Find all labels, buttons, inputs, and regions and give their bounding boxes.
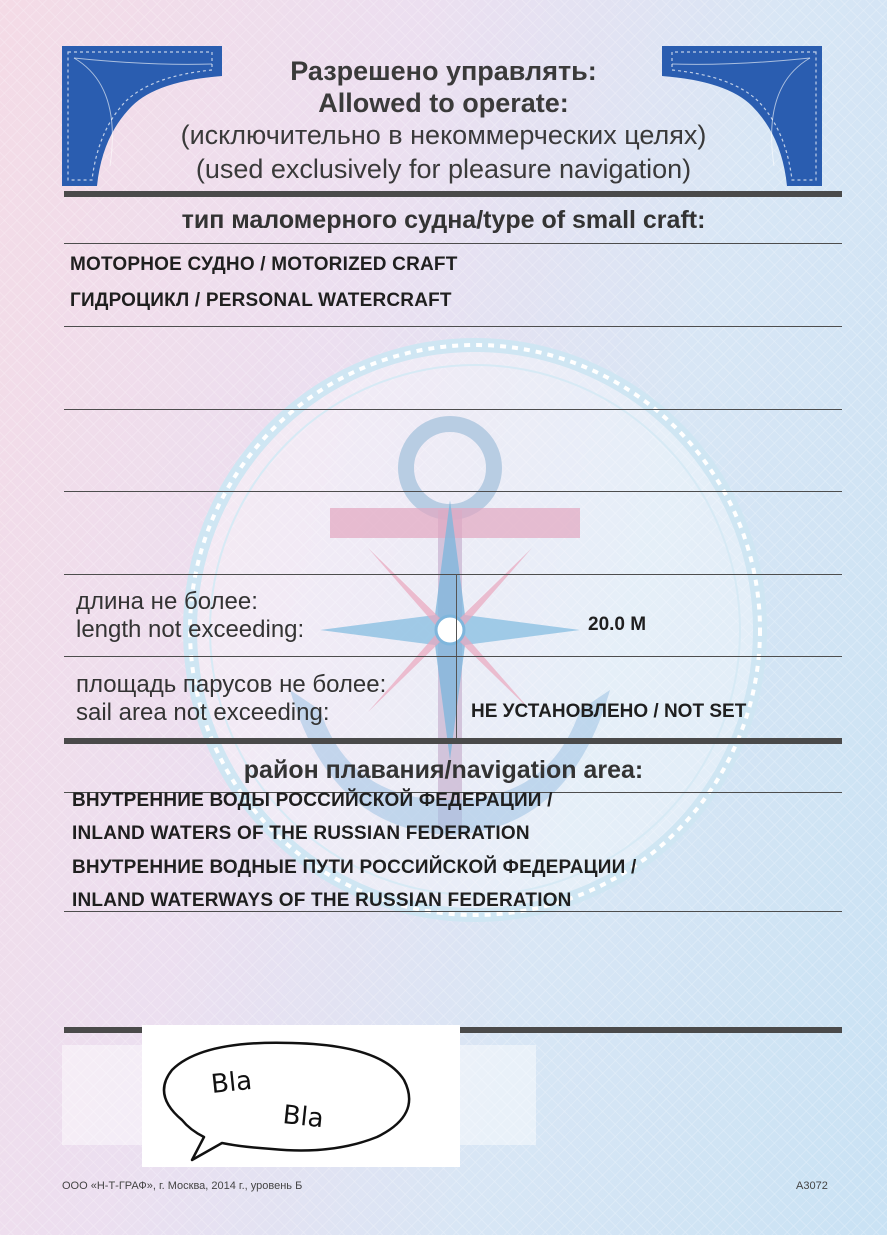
- sail-area-label-en: sail area not exceeding:: [76, 699, 330, 726]
- navigation-area-heading: район плавания/navigation area:: [243, 756, 644, 784]
- subtitle-ru: (исключительно в некоммерческих целях): [180, 120, 707, 150]
- form-code: А3072: [796, 1180, 828, 1192]
- speech-bubble-icon: [142, 1025, 460, 1167]
- length-label-en: length not exceeding:: [76, 616, 305, 643]
- length-value: 20.0 М: [588, 614, 647, 635]
- craft-type-entry: ГИДРОЦИКЛ / PERSONAL WATERCRAFT: [70, 290, 452, 311]
- navigation-area-line: INLAND WATERS OF THE RUSSIAN FEDERATION: [72, 823, 530, 844]
- divider-thick: [64, 191, 842, 197]
- signature-box: [142, 1025, 460, 1167]
- divider-line: [64, 574, 842, 575]
- divider-line: [64, 326, 842, 327]
- divider-line: [64, 243, 842, 244]
- length-label-ru: длина не более:: [76, 588, 258, 615]
- navigation-area-line: ВНУТРЕННИЕ ВОДЫ РОССИЙСКОЙ ФЕДЕРАЦИИ /: [72, 790, 553, 811]
- signature-text: Bla: [281, 1100, 326, 1135]
- divider-line: [64, 656, 842, 657]
- subtitle-en: (used exclusively for pleasure navigation): [195, 154, 692, 184]
- sail-area-label-ru: площадь парусов не более:: [76, 671, 387, 698]
- divider-line: [64, 911, 842, 912]
- title-ru: Разрешено управлять:: [290, 56, 597, 86]
- navigation-area-line: INLAND WATERWAYS OF THE RUSSIAN FEDERATION: [72, 890, 572, 911]
- sail-area-value: НЕ УСТАНОВЛЕНО / NOT SET: [471, 701, 747, 722]
- craft-type-heading: тип маломерного судна/type of small craft:: [181, 206, 706, 234]
- craft-type-entry: МОТОРНОЕ СУДНО / MOTORIZED CRAFT: [70, 254, 458, 275]
- divider-line: [64, 491, 842, 492]
- title-en: Allowed to operate:: [318, 88, 569, 118]
- signature-text: Bla: [209, 1065, 254, 1100]
- divider-line: [64, 409, 842, 410]
- navigation-area-line: ВНУТРЕННИЕ ВОДНЫЕ ПУТИ РОССИЙСКОЙ ФЕДЕРАЦИИ /: [72, 857, 637, 878]
- printer-info: ООО «Н-Т-ГРАФ», г. Москва, 2014 г., уровень Б: [62, 1180, 303, 1192]
- divider-thick: [64, 738, 842, 744]
